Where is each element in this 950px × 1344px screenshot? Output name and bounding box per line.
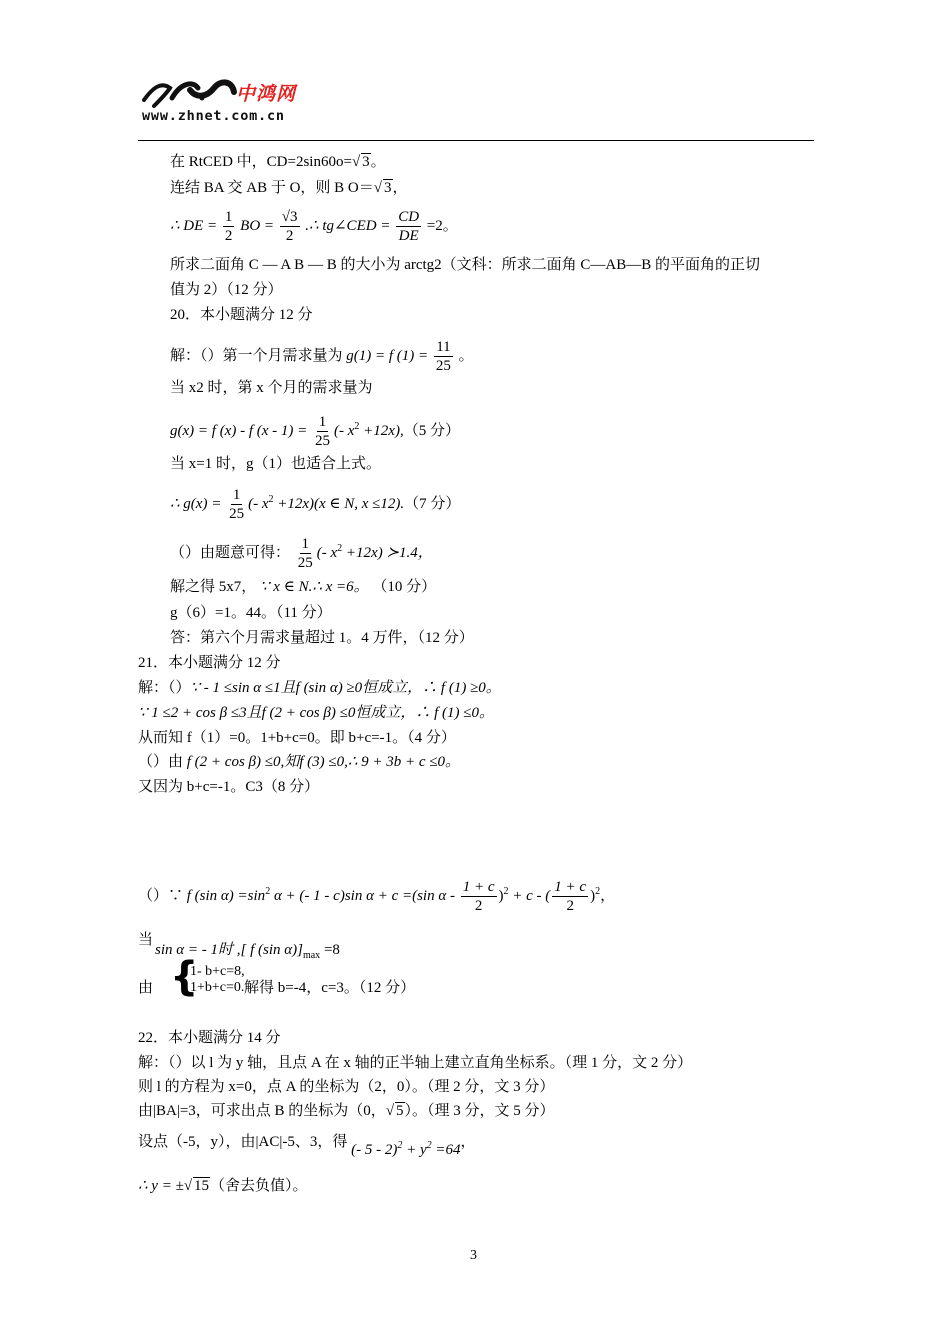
superscript: 2 bbox=[397, 1140, 403, 1151]
fraction-denominator: 2 bbox=[566, 898, 574, 914]
section-heading-20: 20．本小题满分 12 分 bbox=[170, 307, 313, 323]
fraction bbox=[461, 878, 497, 915]
fraction-numerator: CD bbox=[398, 209, 420, 225]
formula-segment: ) bbox=[590, 887, 596, 904]
text-line-23a: 当 bbox=[138, 932, 154, 948]
text-line-29 bbox=[138, 1128, 476, 1158]
fraction bbox=[434, 338, 453, 375]
formula-segment: ∴ DE = bbox=[170, 217, 218, 234]
fraction-numerator: 1 bbox=[224, 209, 233, 225]
formula-segment: =64 bbox=[431, 1142, 461, 1158]
brace-icon: { bbox=[170, 954, 199, 1000]
text-line-4: 所求二面角 C — A B — B 的大小为 arctg2（文科：所求二面角 C—AB—B 的平面角的正切 bbox=[170, 257, 761, 273]
sqrt-value: 15 bbox=[194, 1178, 210, 1194]
text-segment: 连结 BA 交 AB 于 O，则 B O＝ bbox=[170, 180, 374, 196]
text-segment: （）∵ bbox=[138, 887, 184, 904]
formula-segment: .∴ tg∠CED = bbox=[305, 217, 391, 234]
formula-segment: + y bbox=[402, 1142, 427, 1158]
fraction-numerator: 1 + c bbox=[554, 879, 587, 895]
formula-segment: (- x bbox=[248, 495, 269, 512]
text-segment: （）由 bbox=[138, 754, 184, 770]
section-heading-22: 22．本小题满分 14 分 bbox=[138, 1030, 281, 1046]
sqrt-value: 3 bbox=[384, 180, 392, 196]
text-segment: （）由题意可得： bbox=[170, 544, 291, 561]
section-heading-21: 21．本小题满分 12 分 bbox=[138, 655, 281, 671]
fraction bbox=[223, 208, 235, 245]
formula-distance bbox=[351, 1142, 460, 1158]
text-segment: ， bbox=[460, 1134, 476, 1150]
formula-segment: (- 5 - 2) bbox=[351, 1142, 398, 1158]
formula-f-sin-alpha bbox=[138, 878, 615, 915]
text-line-17 bbox=[138, 678, 501, 698]
formula-segment: +12x) ≻1.4， bbox=[342, 544, 433, 561]
text-line-8: 当 x2 时，第 x 个月的需求量为 bbox=[170, 380, 373, 396]
text-segment: 在 RtCED 中，CD=2sin60o= bbox=[170, 154, 352, 170]
fraction bbox=[396, 208, 421, 245]
fraction-numerator: 11 bbox=[436, 339, 451, 355]
equation-system-line-2: 1+b+c=0. bbox=[190, 980, 245, 995]
text-segment: 。 bbox=[370, 154, 386, 170]
formula-segment: g(1) = f (1) = bbox=[346, 347, 429, 364]
fraction-denominator: 2 bbox=[224, 228, 233, 244]
formula-segment: =8 bbox=[320, 942, 340, 958]
formula-segment: +12x), bbox=[359, 422, 404, 439]
text-segment: （舍去负值）。 bbox=[210, 1178, 308, 1194]
text-segment: ， bbox=[392, 180, 408, 196]
fraction-numerator: √3 bbox=[281, 209, 298, 225]
fraction-denominator: 25 bbox=[297, 555, 313, 571]
superscript: 2 bbox=[503, 885, 509, 897]
text-line-7 bbox=[170, 338, 474, 375]
score-note: （10 分） bbox=[372, 579, 437, 595]
formula-segment: ∵ x ∈ N.∴ x =6。 bbox=[260, 579, 369, 595]
fraction bbox=[552, 878, 588, 915]
text-line-15: 答：第六个月需求量超过 1。4 万件，（12 分） bbox=[170, 630, 474, 646]
formula-segment: + c - ( bbox=[508, 887, 551, 904]
fraction-denominator: 25 bbox=[315, 433, 331, 449]
formula-segment: ) bbox=[498, 887, 504, 904]
fraction-denominator: 2 bbox=[285, 228, 294, 244]
text-line-20 bbox=[138, 752, 460, 772]
sqrt-value: 3 bbox=[362, 154, 370, 170]
logo-url-text: www.zhnet.com.cn bbox=[142, 108, 285, 124]
formula-segment: BO = bbox=[240, 217, 275, 234]
text-line-10: 当 x=1 时，g（1）也适合上式。 bbox=[170, 456, 381, 472]
text-segment: 设点（-5，y），由|AC|-5、3，得 bbox=[138, 1134, 348, 1150]
score-note: （5 分） bbox=[403, 422, 460, 439]
formula-inequality bbox=[170, 535, 433, 572]
fraction-denominator: 25 bbox=[435, 358, 451, 374]
subscript: max bbox=[302, 950, 321, 961]
fraction bbox=[296, 535, 315, 572]
formula-segment: ， bbox=[600, 887, 616, 904]
text-segment: 解：（）第一个月需求量为 bbox=[170, 347, 343, 364]
text-segment: 。 bbox=[458, 347, 474, 364]
fraction bbox=[227, 486, 246, 523]
text-line-27: 则 l 的方程为 x=0，点 A 的坐标为（2，0）。（理 2 分，文 3 分） bbox=[138, 1079, 555, 1095]
score-note: （7 分） bbox=[404, 495, 461, 512]
formula-segment: ∵ - 1 ≤sin α ≤1且f (sin α) ≥0恒成立，∴ f (1) ≥0。 bbox=[190, 680, 501, 696]
text-segment: 解：（） bbox=[138, 680, 191, 696]
formula-segment: ∴ y = ± bbox=[138, 1178, 184, 1194]
formula-segment: ∴ g(x) = bbox=[170, 495, 222, 512]
formula-segment: α + (- 1 - c)sin α + c =(sin α - bbox=[270, 887, 455, 904]
text-line-19: 从而知 f（1）=0。1+b+c=0。即 b+c=-1。（4 分） bbox=[138, 730, 456, 746]
text-line-13 bbox=[170, 577, 436, 597]
fraction-numerator: 1 bbox=[318, 414, 327, 430]
fraction-denominator: 25 bbox=[229, 506, 245, 522]
text-segment: ）。（理 3 分，文 5 分） bbox=[404, 1103, 555, 1119]
text-line-21: 又因为 b+c=-1。C3（8 分） bbox=[138, 779, 320, 795]
formula-segment: +12x)(x ∈ N, x ≤12). bbox=[273, 495, 405, 512]
text-line-28: 由|BA|=3，可求出点 B 的坐标为（0，√ 5）。（理 3 分，文 5 分） bbox=[138, 1103, 555, 1119]
formula-cos-beta: ∵ 1 ≤2 + cos β ≤3且f (2 + cos β) ≤0恒成立，∴ f (1) ≤0。 bbox=[138, 705, 494, 721]
formula-gx bbox=[170, 413, 460, 450]
fraction bbox=[280, 208, 300, 245]
logo-brand-text: 中鸿网 bbox=[236, 83, 297, 105]
formula-segment: sin α = - 1时 ,[ f (sin α)] bbox=[155, 942, 303, 958]
formula-segment: =2。 bbox=[426, 217, 458, 234]
fraction bbox=[313, 413, 332, 450]
superscript: 2 bbox=[354, 420, 360, 432]
formula-segment: f (2 + cos β) ≤0,知f (3) ≤0,∴ 9 + 3b + c ≤0。 bbox=[186, 754, 461, 770]
text-line-14: g（6）=1。44。（11 分） bbox=[170, 605, 332, 621]
equation-system-line-1: 1- b+c=8, bbox=[190, 964, 245, 979]
text-line-30: ∴ y = ±√ 15（舍去负值）。 bbox=[138, 1178, 308, 1194]
superscript: 2 bbox=[268, 493, 274, 505]
formula-de-bo bbox=[170, 208, 458, 245]
header-divider bbox=[138, 140, 814, 141]
text-line-5: 值为 2）（12 分） bbox=[170, 282, 283, 298]
page-number: 3 bbox=[470, 1248, 477, 1263]
fraction-denominator: 2 bbox=[474, 898, 483, 914]
superscript: 2 bbox=[337, 542, 343, 554]
superscript: 2 bbox=[426, 1140, 432, 1151]
text-line-1: 在 RtCED 中，CD=2sin60o=√ 3。 bbox=[170, 154, 386, 170]
superscript: 2 bbox=[595, 885, 601, 897]
text-line-26: 解：（）以 l 为 y 轴，且点 A 在 x 轴的正半轴上建立直角坐标系。（理 1 分，文 2 分） bbox=[138, 1055, 693, 1071]
formula-segment: f (sin α) =sin bbox=[186, 887, 266, 904]
fraction-numerator: 1 bbox=[232, 487, 241, 503]
formula-segment: (- x bbox=[334, 422, 355, 439]
text-segment: 解之得 5x7， bbox=[170, 579, 257, 595]
formula-gx-domain bbox=[170, 486, 460, 523]
superscript: 2 bbox=[265, 885, 271, 897]
text-line-2: 连结 BA 交 AB 于 O，则 B O＝√ 3， bbox=[170, 180, 408, 196]
fraction-numerator: 1 bbox=[301, 536, 310, 552]
fraction-denominator: DE bbox=[398, 228, 419, 244]
text-segment: 由|BA|=3，可求出点 B 的坐标为（0， bbox=[138, 1103, 386, 1119]
fraction-numerator: 1 + c bbox=[462, 879, 495, 895]
solution-result: 解得 b=-4，c=3。（12 分） bbox=[244, 980, 416, 996]
formula-segment: (- x bbox=[316, 544, 338, 561]
formula-segment: g(x) = f (x) - f (x - 1) = bbox=[170, 422, 308, 439]
text-line-24: 由 bbox=[138, 980, 154, 996]
sqrt-value: 5 bbox=[396, 1103, 404, 1119]
